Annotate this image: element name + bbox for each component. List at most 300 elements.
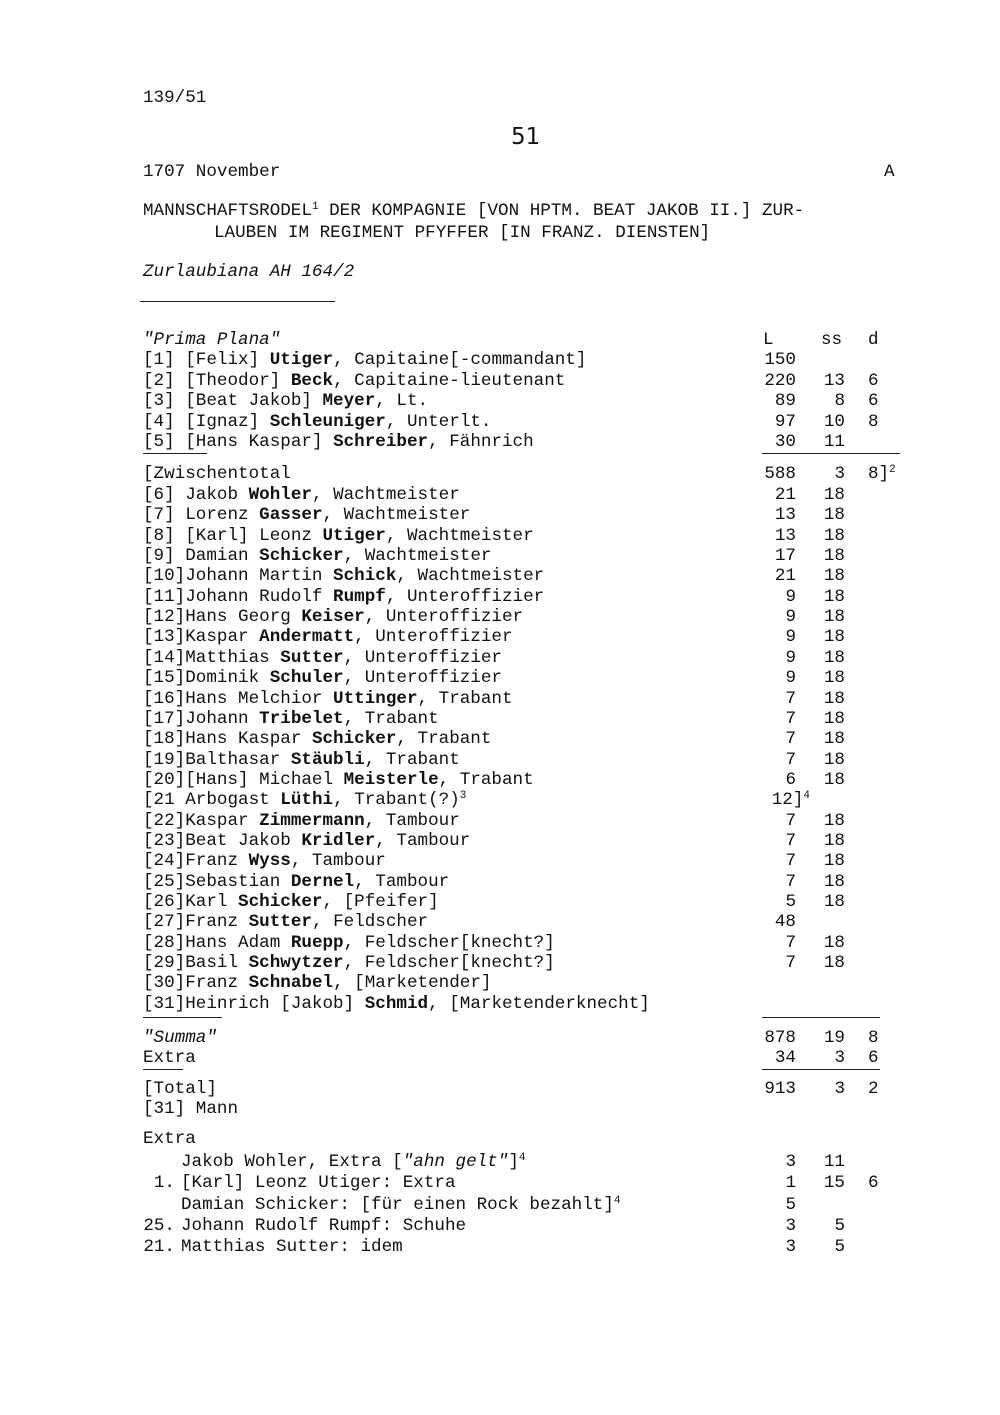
entry-rank: , Tambour [364,810,460,831]
entry-index: [27] [143,912,186,933]
entry-index: [22] [143,810,186,831]
entry-livres [740,912,796,932]
entry-sols: 18 [823,505,845,526]
extra-livres: 5 [785,1194,796,1215]
entry-sols: 18 [823,566,845,587]
entry-livres [740,892,796,912]
summa-d: 8 [868,1028,879,1048]
entry-index: [11] [143,586,186,607]
entry-livres [740,526,796,546]
entry-index: [14] [143,647,186,668]
entry-livres [740,546,796,566]
extra-entry [181,1216,466,1236]
entry-surname: Schleuniger [269,411,386,432]
entry-index: [19] [143,749,186,770]
roster-entry [143,668,502,688]
entry-surname: Schicker [238,892,323,912]
entry-surname: Wyss [248,851,291,872]
entry-rank: , Feldscher[knecht?] [343,932,555,953]
entry-index: [15] [143,668,186,689]
entry-rank: , Trabant [364,749,460,770]
extra-deniers: 6 [868,1173,879,1194]
entry-livres [740,729,796,749]
entry-index: [25] [143,871,186,892]
footnote-marker: 4 [803,790,810,803]
livres-value: 9 [785,607,796,628]
entry-surname: Dernel [290,871,355,892]
entry-surname: Kridler [301,830,376,851]
extra-index: 25. [143,1215,175,1236]
entry-sols: 18 [823,729,845,750]
total-d: 2 [868,1079,879,1099]
roster-entry [143,831,470,851]
entry-given-name: Beat Jakob [185,830,302,851]
entry-livres [740,485,796,505]
entry-given-name: Arbogast [174,790,281,811]
entry-livres [740,412,796,432]
entry-given-name: Damian [174,546,260,567]
entry-rank: , Trabant(?) [333,790,460,811]
subtotal-ss: 3 [834,464,845,484]
entry-sols: 18 [823,688,845,709]
document-date: 1707 November [143,162,281,182]
roster-entry [143,709,439,729]
entry-rank: , Wachtmeister [322,505,471,526]
entry-surname: Schreiber [333,432,429,452]
livres-value: 21 [774,566,796,587]
entry-surname: Keiser [301,607,365,628]
total-rule-left [143,1069,183,1070]
entry-rank: , Lt. [375,391,429,411]
total-ss: 3 [834,1079,845,1099]
entry-deniers: 6 [868,391,879,411]
entry-sols: 18 [823,769,845,790]
entry-given-name: Matthias [185,647,281,668]
entry-livres [740,648,796,668]
roster-entry [143,350,586,370]
summa-ss: 19 [823,1028,845,1048]
entry-sols: 13 [823,370,845,391]
entry-index: [21 [143,790,175,811]
extra-livres: 3 [785,1237,796,1258]
entry-index: [1] [143,350,175,370]
extra-sols: 5 [834,1237,845,1258]
livres-value: 150 [764,350,796,370]
summa-label: "Summa" [143,1028,217,1048]
entry-given-name: [Hans] Michael [185,769,344,790]
entry-given-name: [Theodor] [174,370,291,391]
entry-sols: 18 [823,932,845,953]
entry-sols: 8 [834,391,845,411]
summa-rule-right [762,1017,880,1018]
entry-livres [740,371,796,391]
roster-entry [143,729,491,749]
entry-given-name: Basil [185,953,249,974]
livres-value: 7 [785,932,796,953]
subtotal-label: [Zwischentotal [143,464,291,484]
livres-value: 21 [774,485,796,505]
entry-index: [8] [143,525,175,546]
entry-livres [740,668,796,688]
livres-value: 89 [774,391,796,411]
roster-entry [143,505,470,525]
roster-entry [143,750,460,770]
summa-l: 878 [764,1028,796,1048]
livres-value: 9 [785,627,796,648]
extra-entry [181,1195,621,1215]
roster-entry [143,933,555,953]
extra-text: Johann Rudolf Rumpf: Schuhe [181,1215,467,1236]
entry-sols: 18 [823,586,845,607]
entry-livres [740,953,796,973]
subtotal-rule-left [143,453,207,454]
entry-surname: Sutter [248,912,312,933]
entry-given-name: Sebastian [185,871,291,892]
extra-livres: 3 [785,1152,796,1172]
entry-deniers: 8 [868,411,879,432]
entry-index: [23] [143,830,186,851]
entry-sols: 18 [823,851,845,872]
entry-rank: , Unteroffizier [364,607,524,628]
entry-index: [30] [143,973,186,994]
entry-surname: Tribelet [259,708,344,729]
extra-text: Matthias Sutter: idem [181,1237,403,1258]
entry-index: [13] [143,627,186,648]
entry-sols: 18 [823,953,845,974]
entry-index: [17] [143,708,186,729]
entry-rank: , [Pfeifer] [322,892,439,912]
entry-rank: , Wachtmeister [385,525,534,546]
entry-surname: Schnabel [248,973,334,994]
livres-value: 17 [774,546,796,567]
entry-rank: , Unteroffizier [354,627,513,648]
entry-given-name: Franz [185,851,249,872]
livres-value: 7 [785,953,796,974]
roster-entry [143,994,650,1014]
entry-surname: Schicker [311,729,397,750]
entry-index: [3] [143,391,175,411]
extra-sols: 5 [834,1215,845,1236]
entry-sols: 18 [823,830,845,851]
extra-text: Jakob Wohler, Extra [ [181,1152,403,1172]
entry-index: [28] [143,932,186,953]
entry-index: [4] [143,411,175,432]
entry-sols: 18 [823,647,845,668]
entry-given-name: Dominik [185,668,270,689]
entry-surname: Wohler [248,485,312,505]
entry-surname: Zimmermann [259,810,365,831]
document-reference: 139/51 [143,88,207,108]
entry-livres [740,689,796,709]
entry-index: [6] [143,485,175,505]
entry-livres [740,607,796,627]
entry-index: [9] [143,546,175,567]
extra-text: Damian Schicker: [für einen Rock bezahlt] [181,1194,614,1215]
extra-sols: 15 [823,1173,845,1194]
entry-rank: , Fähnrich [428,432,534,452]
extra-quote: "ahn gelt" [402,1152,509,1172]
entry-sols: 18 [823,892,845,912]
entry-given-name: Hans Georg [185,607,302,628]
entry-rank: , Unteroffizier [343,647,502,668]
extra-index: 21. [143,1237,175,1258]
total-l: 913 [764,1079,796,1099]
entry-given-name: [Karl] Leonz [174,525,323,546]
entry-rank: , Tambour [354,871,450,892]
entry-surname: Gasser [259,505,323,526]
entry-rank: , Feldscher[knecht?] [343,953,555,974]
mann-count: [31] Mann [143,1099,239,1119]
entry-livres [740,505,796,525]
extra-text-end: ] [508,1152,519,1172]
source-divider [140,301,335,302]
roster-entry [143,973,491,993]
livres-value: 220 [764,370,796,391]
entry-livres [740,391,796,411]
column-heading-ss: ss [821,330,843,350]
entry-livres [740,872,796,892]
entry-rank: , [Marketenderknecht] [428,993,650,1014]
entry-sols: 18 [823,525,845,546]
livres-value: 6 [785,769,796,790]
entry-given-name: Johann Rudolf [185,586,334,607]
roster-entry [143,526,534,546]
extra-line-l: 34 [774,1048,796,1068]
entry-rank: , Unterlt. [385,411,492,432]
livres-value: 13 [774,505,796,526]
entry-index: [26] [143,892,186,912]
roster-entry [143,566,544,586]
entry-given-name: Johann [185,708,260,729]
entry-rank: , Trabant [438,769,534,790]
livres-value: 9 [785,668,796,689]
entry-given-name: [Ignaz] [174,411,270,432]
roster-entry [143,770,534,790]
extra-line-d: 6 [868,1048,879,1068]
entry-rank: , Tambour [290,851,386,872]
entry-surname: Sutter [280,647,344,668]
footnote-marker: 4 [613,1194,621,1207]
entry-sols: 18 [823,627,845,648]
livres-value: 7 [785,708,796,729]
entry-given-name: Hans Kaspar [185,729,312,750]
entry-sols: 18 [823,708,845,729]
roster-entry [143,485,460,505]
roster-entry [143,371,565,391]
entry-surname: Schmid [364,993,429,1014]
livres-value: 7 [785,830,796,851]
entry-sols: 18 [823,485,845,505]
summa-rule-left [143,1017,222,1018]
extra-entry [181,1237,403,1257]
document-title-line2: LAUBEN IM REGIMENT PFYFFER [IN FRANZ. DIENSTEN] [214,223,711,243]
subtotal-d: 8]$^2$ [868,464,896,484]
extra-line-label: Extra [143,1048,196,1068]
column-heading-l: L [763,330,774,350]
entry-sols: 10 [823,411,845,432]
entry-sols: 11 [823,432,845,452]
livres-value: 12] [771,790,804,811]
roster-entry [143,892,439,912]
entry-index: [2] [143,370,175,391]
entry-given-name: Lorenz [174,505,260,526]
roster-entry [143,811,460,831]
entry-given-name: Johann Martin [185,566,334,587]
livres-value: 7 [785,871,796,892]
entry-index: [29] [143,953,186,974]
entry-rank: , Unteroffizier [385,586,545,607]
roster-entry [143,689,513,709]
entry-surname: Schuler [269,668,344,689]
entry-livres [740,750,796,770]
entry-given-name: Franz [185,912,249,933]
column-heading-d: d [868,330,879,350]
extra-sols: 11 [823,1152,845,1172]
entry-livres [740,432,796,452]
entry-index: [10] [143,566,186,587]
livres-value: 7 [785,810,796,831]
entry-rank: , Unteroffizier [343,668,502,689]
entry-livres [740,851,796,871]
roster-entry [143,790,466,810]
roster-entry [143,648,502,668]
section-prima-plana: "Prima Plana" [143,330,281,350]
entry-rank: , Trabant [343,708,439,729]
entry-livres [740,587,796,607]
entry-surname: Utiger [322,525,386,546]
entry-surname: Schick [333,566,397,587]
entry-rank: , Trabant [396,729,492,750]
entry-livres [740,709,796,729]
entry-given-name: Jakob [174,485,249,505]
entry-rank: , Wachtmeister [396,566,545,587]
entry-livres [740,566,796,586]
entry-surname: Meyer [322,391,376,411]
entry-surname: Schwytzer [248,953,344,974]
entry-index: [7] [143,505,175,526]
extra-heading: Extra [143,1129,196,1149]
livres-value: 9 [785,586,796,607]
extra-line-ss: 3 [834,1048,845,1068]
entry-surname: Meisterle [343,769,439,790]
entry-sols: 18 [823,607,845,628]
livres-value: 7 [785,851,796,872]
subtotal-l: 588 [764,464,796,484]
entry-livres [740,790,810,810]
entry-given-name: Kaspar [185,627,260,648]
entry-given-name: Hans Melchior [185,688,334,709]
entry-index: [16] [143,688,186,709]
entry-sols: 18 [823,668,845,689]
entry-index: [31] [143,993,186,1014]
footnote-marker: 3 [459,790,467,803]
entry-index: [18] [143,729,186,750]
entry-given-name: [Hans Kaspar] [174,432,334,452]
entry-index: [20] [143,769,186,790]
entry-surname: Rumpf [333,586,386,607]
entry-sols: 18 [823,749,845,770]
roster-entry [143,432,534,452]
entry-livres [740,770,796,790]
entry-index: [24] [143,851,186,872]
livres-value: 30 [774,432,796,452]
entry-livres [740,811,796,831]
entry-sols: 18 [823,546,845,567]
entry-index: [5] [143,432,175,452]
document-letter: A [884,162,895,182]
subtotal-rule-right [762,453,900,454]
total-rule-right [762,1069,880,1070]
roster-entry [143,587,544,607]
document-title-line1: MANNSCHAFTSRODEL$^1$ DER KOMPAGNIE [VON HPTM. BEAT JAKOB II.] ZUR- [143,201,805,221]
livres-value: 7 [785,688,796,709]
entry-surname: Schicker [259,546,344,567]
entry-rank: , Capitaine-lieutenant [333,370,566,391]
source-reference: Zurlaubiana AH 164/2 [143,262,355,282]
entry-surname: Andermatt [259,627,355,648]
roster-entry [143,851,386,871]
entry-rank: , Tambour [375,830,471,851]
entry-surname: Utiger [269,350,334,370]
entry-given-name: Heinrich [Jakob] [185,993,365,1014]
footnote-marker: 4 [518,1152,526,1164]
entry-sols: 18 [823,871,845,892]
roster-entry [143,627,513,647]
livres-value: 7 [785,749,796,770]
entry-rank: , Feldscher [311,912,429,933]
entry-given-name: Hans Adam [185,932,291,953]
entry-index: [12] [143,607,186,628]
entry-deniers: 6 [868,370,879,391]
roster-entry [143,391,428,411]
roster-entry [143,412,491,432]
roster-entry [143,912,428,932]
roster-entry [143,546,491,566]
entry-livres [740,831,796,851]
document-number: 51 [511,124,541,150]
roster-entry [143,953,555,973]
livres-value: 97 [774,411,796,432]
entry-livres [740,933,796,953]
entry-rank: , Capitaine[-commandant] [333,350,587,370]
entry-surname: Stäubli [290,749,365,770]
livres-value: 13 [774,525,796,546]
livres-value: 9 [785,647,796,668]
roster-entry [143,607,523,627]
livres-value: 48 [774,912,796,933]
total-label: [Total] [143,1079,217,1099]
entry-livres [740,350,796,370]
extra-text: [Karl] Leonz Utiger: Extra [181,1173,456,1194]
extra-entry [181,1173,456,1193]
extra-entry [181,1152,525,1172]
entry-given-name: [Beat Jakob] [174,391,323,411]
entry-rank: , [Marketender] [333,973,492,994]
entry-given-name: Balthasar [185,749,291,770]
entry-surname: Uttinger [333,688,418,709]
entry-given-name: Franz [185,973,249,994]
entry-given-name: [Felix] [174,350,270,370]
entry-surname: Beck [290,370,334,391]
entry-surname: Lüthi [280,790,334,811]
livres-value: 7 [785,729,796,750]
extra-livres: 3 [785,1215,796,1236]
entry-livres [740,627,796,647]
entry-rank: , Wachtmeister [311,485,460,505]
extra-index: 1. [153,1173,175,1194]
entry-given-name: Kaspar [185,810,260,831]
entry-given-name: Karl [185,892,239,912]
